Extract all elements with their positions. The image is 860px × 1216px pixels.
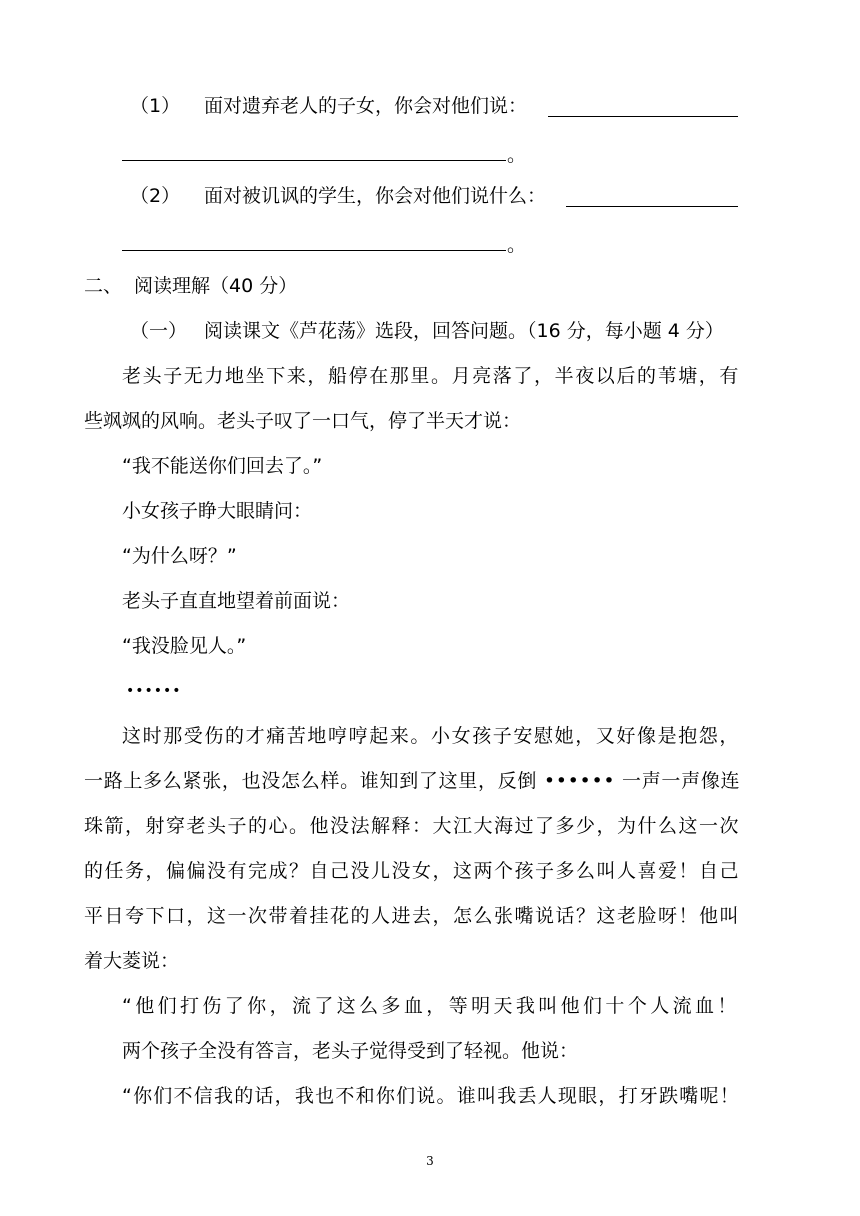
question-2-number: （2） (130, 185, 181, 207)
section-2-title: 阅读理解（40 分） (134, 275, 298, 297)
question-1-line (130, 94, 527, 118)
question-1-end: 。 (507, 144, 527, 166)
question-1-number: （1） (130, 95, 181, 117)
subsection-1-number: （一） (130, 320, 188, 342)
passage-line: “你们不信我的话，我也不和你们说。谁叫我丢人现眼，打牙跌嘴呢！ (122, 1085, 740, 1107)
question-1-answer-blank-2[interactable] (122, 160, 506, 161)
passage-ellipsis: •••••• (126, 683, 182, 699)
passage-line: 小女孩子睁大眼睛问： (122, 500, 313, 522)
question-1-prompt: 面对遗弃老人的子女，你会对他们说： (204, 95, 528, 117)
section-2-number: 二、 (84, 275, 123, 297)
passage-line: 平日夸下口，这一次带着挂花的人进去，怎么张嘴说话？这老脸呀！他叫 (84, 905, 741, 927)
passage-line: 着大菱说： (84, 950, 180, 972)
question-2-end: 。 (507, 234, 527, 256)
passage-line: 一路上多么紧张，也没怎么样。谁知到了这里，反倒 •••••• 一声一声像连 (84, 770, 741, 792)
page-number: 3 (426, 1154, 434, 1168)
subsection-1-title: 阅读课文《芦花荡》选段，回答问题。（16 分，每小题 4 分） (204, 320, 724, 342)
section-2-heading (84, 274, 297, 298)
passage-line: “他们打伤了你，流了这么多血，等明天我叫他们十个人流血！ (122, 995, 740, 1017)
question-1-answer-blank-1[interactable] (548, 116, 738, 117)
question-2-answer-blank-1[interactable] (566, 206, 738, 207)
passage-line: 些飒飒的风响。老头子叹了一口气，停了半天才说： (84, 410, 522, 432)
passage-line: 的任务，偏偏没有完成？自己没儿没女，这两个孩子多么叫人喜爱！自己 (84, 860, 741, 882)
passage-line: “为什么呀？” (122, 545, 237, 567)
passage-line: 珠箭，射穿老头子的心。他没法解释：大江大海过了多少，为什么这一次 (84, 815, 741, 837)
subsection-1-heading (130, 319, 724, 343)
passage-line: “我不能送你们回去了。” (122, 455, 323, 477)
passage-line: 老头子直直地望着前面说： (122, 590, 351, 612)
passage-line: 老头子无力地坐下来，船停在那里。月亮落了，半夜以后的苇塘，有 (122, 365, 741, 387)
passage-line: 两个孩子全没有答言，老头子觉得受到了轻视。他说： (122, 1040, 579, 1062)
question-2-answer-blank-2[interactable] (122, 250, 506, 251)
question-2-prompt: 面对被讥讽的学生，你会对他们说什么： (204, 185, 547, 207)
passage-line: “我没脸见人。” (122, 635, 247, 657)
question-2-line (130, 184, 546, 208)
passage-line: 这时那受伤的才痛苦地哼哼起来。小女孩子安慰她，又好像是抱怨， (122, 725, 741, 747)
